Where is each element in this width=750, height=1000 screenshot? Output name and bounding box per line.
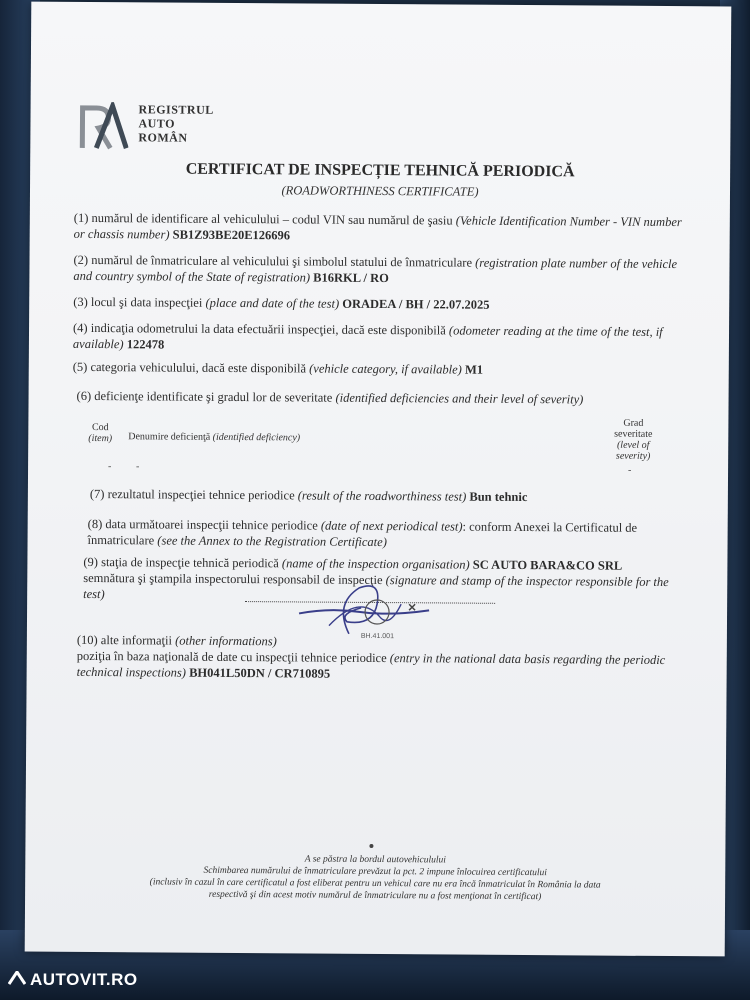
stamp-code: BH.41.001 bbox=[360, 632, 395, 641]
item-registration bbox=[73, 252, 683, 288]
item-label-ro: staţia de inspecţie tehnică periodică bbox=[101, 555, 279, 571]
station-value: SC AUTO BARA&CO SRL bbox=[472, 557, 623, 573]
item-label-ro: indicaţia odometrului la data efectuării inspecţiei, dacă este disponibilă bbox=[90, 320, 446, 338]
db-label-en: (entry in the national data basis regarding the periodic technical inspections) bbox=[76, 651, 666, 680]
logo-line: AUTO bbox=[138, 116, 175, 131]
item-label-en: (odometer reading at the time of the test, if available) bbox=[72, 323, 663, 352]
item-label-ro: deficienţe identificate şi gradul lor de severitate bbox=[94, 389, 333, 405]
footer-line: A se păstra la bordul autovehiculului bbox=[304, 854, 446, 866]
footer-line: Schimbarea numărului de înmatriculare prevăzut la pct. 2 impune înlocuirea certificatului bbox=[203, 865, 548, 879]
logo-line: REGISTRUL bbox=[138, 102, 214, 117]
item-number: (8) bbox=[87, 516, 103, 532]
table-cell-empty: - bbox=[108, 461, 112, 473]
table-header-denumire bbox=[128, 431, 300, 443]
item-number: (5) bbox=[72, 359, 88, 374]
item-label-ro: numărul de identificare al vehiculului – codul VIN sau numărul de şasiu bbox=[91, 210, 453, 228]
autovit-logo-icon bbox=[8, 970, 26, 990]
watermark-text: AUTOVIT.RO bbox=[30, 970, 138, 989]
header-text-en: (identified deficiency) bbox=[212, 431, 301, 444]
header-text-en: severity) bbox=[615, 450, 651, 462]
table-cell-empty: - bbox=[628, 464, 632, 476]
odometer-value: 122478 bbox=[126, 337, 165, 352]
item-place-date bbox=[73, 294, 673, 314]
item-other-info bbox=[77, 632, 677, 684]
item-label-en: (result of the roadworthiness test) bbox=[297, 488, 467, 504]
item-number: (9) bbox=[83, 554, 99, 570]
item-result bbox=[90, 486, 690, 506]
item-label-en: (other informations) bbox=[175, 633, 277, 649]
item-number: (7) bbox=[89, 486, 105, 502]
rar-logo-icon bbox=[78, 102, 128, 150]
item-label-ro: categoria vehiculului, dacă este disponibilă bbox=[90, 359, 307, 376]
item-label-ro: rezultatul inspecţiei tehnice periodice bbox=[107, 487, 295, 503]
item-number: (2) bbox=[73, 252, 89, 267]
db-label-ro: poziţia în baza naţională de date cu inspecţii tehnice periodice bbox=[76, 648, 387, 666]
item-label-en: (registration plate number of the vehicle and country symbol of the State of registration) bbox=[73, 255, 678, 285]
table-header-cod bbox=[88, 422, 112, 444]
item-label-en: (date of next periodical test) bbox=[320, 518, 463, 534]
item-next-test bbox=[88, 516, 668, 552]
footer-line: (inclusiv în cazul în care certificatul a fost eliberat pentru un vehicul care nu era încă înmatriculat în România la data bbox=[149, 877, 601, 891]
item-label-ro: data următoarei inspecţii tehnice periodice bbox=[105, 517, 318, 533]
item-number: (3) bbox=[73, 294, 88, 309]
signature-label-ro: semnătura şi ştampila inspectorului responsabil de inspecţie bbox=[83, 570, 383, 588]
certificate-paper bbox=[25, 2, 732, 957]
item-number: (4) bbox=[72, 320, 88, 335]
table-header-grad bbox=[606, 418, 660, 462]
registration-value: B16RKL / RO bbox=[313, 270, 389, 286]
item-deficiencies bbox=[77, 388, 677, 408]
header-text: Grad bbox=[623, 417, 644, 429]
item-number: (1) bbox=[73, 210, 89, 225]
header-text: severitate bbox=[614, 428, 653, 440]
item-label-en: (vehicle category, if available) bbox=[309, 361, 462, 377]
table-cell-empty: - bbox=[136, 461, 140, 473]
item-label-en: (Vehicle Identification Number - VIN number or chassis number) bbox=[73, 213, 682, 242]
footer-line: respectivă şi din acest motiv numărul de înmatriculare nu a fost menţionat în certificat) bbox=[208, 889, 542, 903]
item-vin bbox=[74, 210, 684, 246]
item-number: (6) bbox=[76, 388, 92, 403]
footer-dot bbox=[369, 844, 373, 848]
item-label-en: (see the Annex to the Registration Certificate) bbox=[157, 533, 387, 550]
logo-line: ROMÂN bbox=[138, 130, 188, 145]
item-label-ro: locul şi data inspecţiei bbox=[90, 294, 203, 310]
db-entry-value: BH041L50DN / CR710895 bbox=[189, 665, 331, 681]
logo-text bbox=[138, 102, 213, 145]
item-label-en: (identified deficiencies and their level of severity) bbox=[335, 390, 584, 407]
item-number: (10) bbox=[76, 632, 98, 648]
header-text: Cod bbox=[91, 422, 109, 434]
item-label-en: (place and date of the test) bbox=[205, 295, 340, 311]
item-label-ro: alte informaţii bbox=[100, 633, 173, 648]
result-value: Bun tehnic bbox=[469, 489, 528, 505]
category-value: M1 bbox=[464, 362, 484, 377]
header-text-en: (item) bbox=[88, 432, 113, 445]
item-label-en: (name of the inspection organisation) bbox=[281, 556, 470, 572]
next-test-value: : conform Anexei la Certificatul de înmatriculare bbox=[87, 519, 638, 548]
place-date-value: ORADEA / BH / 22.07.2025 bbox=[342, 296, 490, 312]
header-text-en: (level of bbox=[616, 439, 650, 451]
item-category bbox=[73, 359, 673, 379]
autovit-watermark bbox=[8, 970, 138, 990]
header-text: Denumire deficienţă bbox=[128, 431, 211, 443]
document-title: CERTIFICAT DE INSPECȚIE TEHNICĂ PERIODICĂ bbox=[185, 160, 575, 181]
item-label-ro: numărul de înmatriculare al vehiculului şi simbolul statului de înmatriculare bbox=[91, 252, 473, 270]
document-subtitle: (ROADWORTHINESS CERTIFICATE) bbox=[281, 183, 479, 199]
vin-value: SB1Z93BE20E126696 bbox=[172, 227, 291, 243]
item-odometer bbox=[73, 320, 683, 356]
signature-label-en: (signature and stamp of the inspector responsible for the test) bbox=[83, 573, 669, 602]
